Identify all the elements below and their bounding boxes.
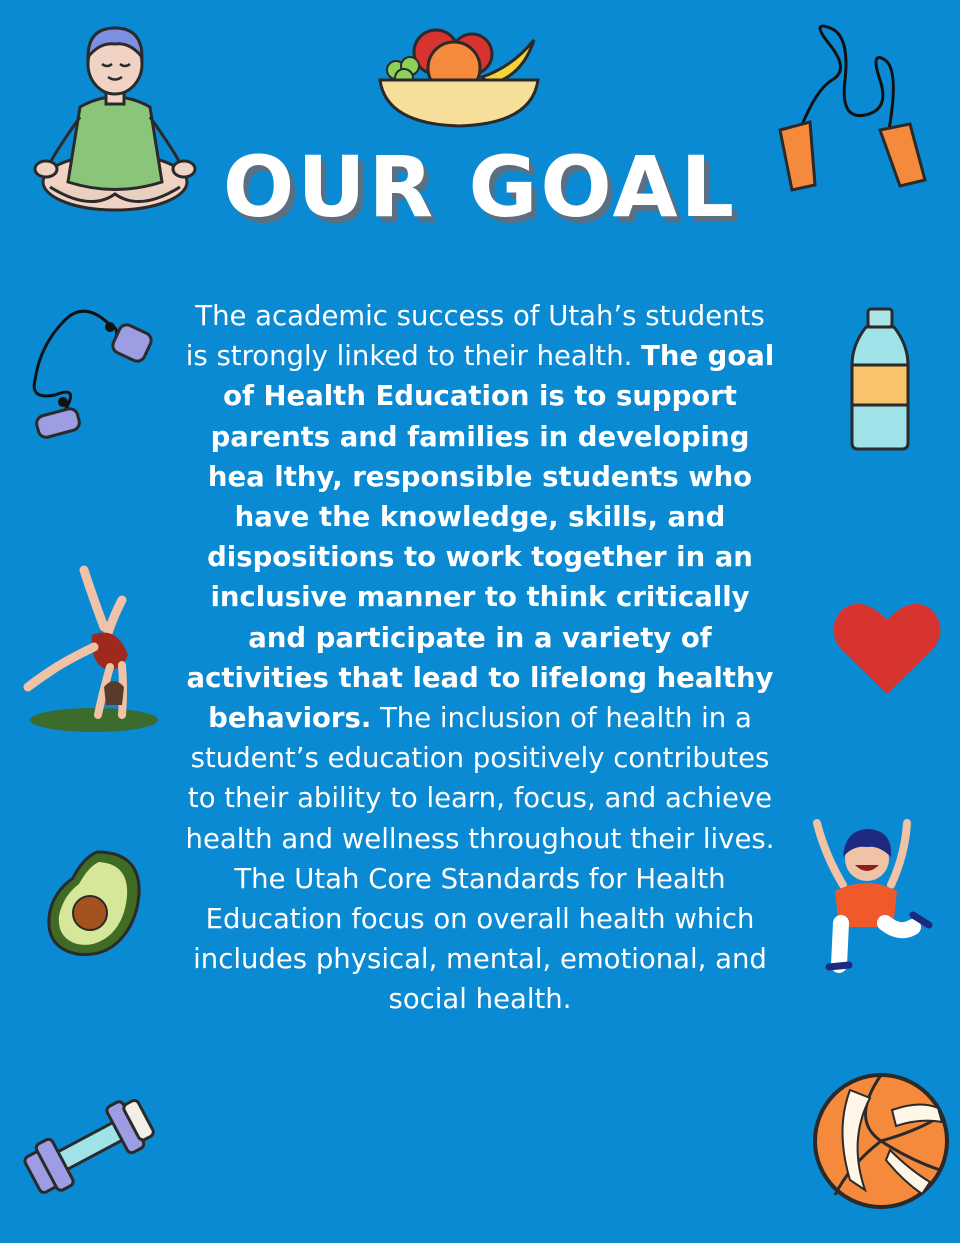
jump-rope-icon	[770, 20, 940, 195]
paragraph-rest: The inclusion of health in a student’s education positively contributes to their ability to learn, focus, and achieve health and wellness throughout their lives. The Utah Core Standards for Health Education focus on overall health which includes physical, mental, emotional, and social health.	[185, 702, 775, 1016]
paragraph-intro: The academic success of Utah’s students is strongly linked to their health.	[185, 300, 765, 373]
fruit-bowl-icon	[372, 22, 547, 130]
avocado-icon	[45, 848, 145, 960]
page-title: OUR GOAL	[222, 138, 738, 236]
paragraph-bold: The goal of Health Education is to support parents and families in developing hea lthy, responsible students who have the knowledge, skills, and dispositions to work together in an inclusive manner to think critically and participate in a variety of activities that lead to lifelong healthy behaviors.	[186, 340, 775, 735]
jumping-child-icon	[805, 815, 940, 980]
gymnast-icon	[22, 565, 162, 735]
resistance-band-icon	[25, 300, 160, 445]
dumbbell-icon	[15, 1092, 165, 1200]
water-bottle-icon	[848, 305, 913, 453]
heart-icon	[832, 598, 942, 698]
volleyball-icon	[810, 1070, 952, 1212]
meditating-person-icon	[30, 22, 200, 217]
goal-paragraph	[185, 296, 775, 1020]
